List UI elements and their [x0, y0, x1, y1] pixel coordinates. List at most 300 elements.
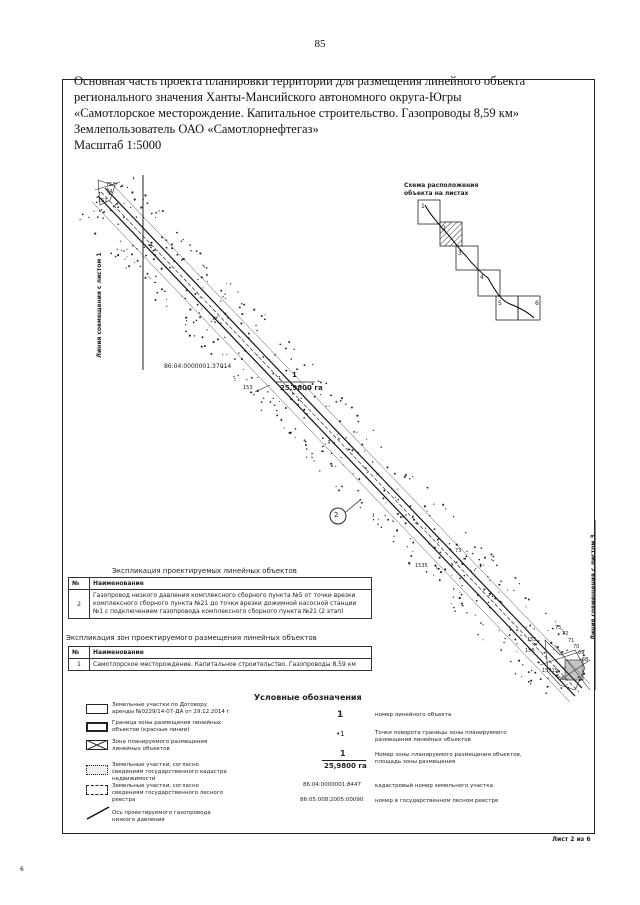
plot-point	[453, 516, 454, 517]
plot-point	[434, 528, 436, 530]
plot-point	[483, 565, 484, 566]
legend-symbol-cadastral: 86:04:0000001:8447	[303, 782, 362, 788]
plot-point	[166, 306, 167, 307]
plot-point	[427, 511, 428, 512]
plot-point	[185, 317, 187, 319]
plot-point	[519, 583, 520, 584]
plot-point	[480, 547, 482, 549]
plot-point	[516, 651, 517, 652]
corridor	[92, 184, 590, 702]
plot-point	[477, 634, 478, 635]
plot-point	[489, 607, 491, 609]
plot-point	[218, 321, 219, 322]
plot-point	[547, 630, 548, 631]
plot-point	[99, 210, 101, 212]
plot-point	[381, 526, 383, 528]
plot-point	[405, 522, 407, 524]
linear-objects-table	[68, 577, 372, 619]
plot-point	[325, 383, 327, 385]
plot-point	[197, 304, 199, 306]
plot-point	[272, 373, 274, 375]
header-line-3: «Самотлорское месторождение. Капитальное строительство. Газопроводы 8,59 км»	[74, 106, 519, 120]
plot-point	[345, 404, 346, 405]
plot-point	[248, 337, 250, 339]
plot-point	[465, 532, 466, 533]
plot-point	[442, 504, 444, 506]
plot-point	[331, 453, 333, 455]
plot-point	[203, 287, 204, 288]
plot-point	[151, 213, 153, 215]
plot-point	[211, 321, 212, 322]
plot-point	[311, 457, 312, 458]
plot-point	[340, 400, 342, 402]
plot-point	[131, 253, 133, 255]
plot-point	[82, 214, 84, 216]
plot-point	[560, 687, 562, 689]
legend-text-object-number: номер линейного объекта	[375, 712, 452, 718]
plot-point	[566, 649, 568, 651]
plot-point	[298, 404, 299, 405]
plot-point	[248, 333, 250, 335]
plot-point	[289, 432, 291, 434]
legend-text-zone: Зона планируемого размещения линейных объектов	[112, 739, 208, 752]
plot-point	[463, 575, 465, 577]
plot-point	[415, 522, 416, 523]
point-label: 73	[455, 548, 462, 554]
plot-point	[270, 401, 272, 403]
plot-point	[425, 527, 426, 528]
plot-point	[328, 442, 329, 443]
plot-point	[426, 571, 428, 573]
plot-point	[461, 585, 462, 586]
page-number: 85	[314, 38, 326, 50]
plot-point	[276, 410, 278, 412]
plot-point	[279, 401, 280, 402]
point-label: 72	[562, 631, 569, 637]
plot-point	[194, 293, 196, 295]
legend-fraction-bar	[322, 760, 366, 761]
plot-point	[436, 567, 437, 568]
plot-point	[394, 473, 396, 475]
plot-point	[348, 443, 350, 445]
header-line-1: Основная часть проекта планировки территории для размещения линейного объекта	[74, 74, 526, 88]
plot-point	[154, 254, 156, 256]
plot-point	[171, 247, 173, 249]
table1-cell-no: 2	[69, 590, 90, 619]
plot-point	[166, 239, 168, 241]
legend-text-turn-point: Точки поворота границы зоны планируемого размещения линейных объектов	[375, 730, 507, 743]
plot-point	[353, 431, 355, 433]
plot-point	[150, 278, 151, 279]
plot-point	[530, 683, 531, 684]
plot-point	[320, 394, 321, 395]
plot-point	[456, 561, 458, 563]
plot-point	[393, 490, 394, 491]
plot-point	[312, 420, 313, 421]
plot-point	[169, 267, 171, 269]
plot-point	[373, 516, 374, 517]
plot-point	[207, 281, 208, 282]
plot-point	[110, 253, 112, 255]
plot-point	[103, 211, 105, 213]
plot-point	[490, 553, 492, 555]
plot-point	[196, 250, 198, 252]
circle-marker-label: 2	[334, 511, 339, 519]
legend-swatch-zone	[86, 740, 108, 750]
plot-point	[115, 204, 116, 205]
legend-text-cadastral: кадастровый номер земельного участка	[375, 783, 493, 789]
plot-point	[437, 539, 439, 541]
plot-point	[459, 597, 461, 599]
plot-point	[217, 338, 219, 340]
plot-point	[328, 440, 330, 442]
plot-point	[461, 594, 463, 596]
plot-point	[115, 256, 117, 258]
plot-point	[439, 557, 441, 559]
plot-point	[314, 460, 315, 461]
legend-text-lease: Земельные участки по Договору аренды №0229/14-07-ДА от 29.12.2014 г	[112, 702, 230, 715]
plot-point	[360, 507, 361, 508]
plot-point	[372, 461, 373, 462]
plot-point	[305, 444, 307, 446]
legend-swatch-lease	[86, 704, 108, 714]
plot-point	[335, 401, 337, 403]
plot-point	[535, 643, 537, 645]
plot-point	[528, 671, 530, 673]
plot-point	[377, 524, 378, 525]
plot-point	[318, 380, 320, 382]
plot-point	[306, 457, 307, 458]
plot-point	[440, 571, 442, 573]
plot-point	[351, 449, 353, 451]
plot-point	[547, 677, 549, 679]
legend-swatch-cadastre	[86, 765, 108, 775]
plot-point	[279, 376, 280, 377]
plot-point	[306, 413, 307, 414]
plot-point	[545, 613, 546, 614]
plot-point	[483, 624, 484, 625]
table2-header-name: Наименование	[90, 647, 372, 659]
plot-point	[234, 378, 235, 379]
plot-point	[274, 354, 276, 356]
plot-point	[500, 649, 502, 651]
plot-point	[361, 502, 363, 504]
plot-point	[538, 640, 539, 641]
legend-symbol-object-number: 1	[337, 710, 344, 720]
plot-point	[133, 178, 134, 179]
plot-point	[117, 206, 119, 208]
plot-point	[526, 627, 527, 628]
plot-point	[118, 224, 120, 226]
plot-point	[516, 643, 517, 644]
plot-point	[461, 603, 463, 605]
plot-point	[475, 615, 476, 616]
plot-point	[330, 394, 332, 396]
plot-point	[204, 266, 205, 267]
table2-header-no: №	[69, 647, 90, 659]
plot-point	[202, 336, 204, 338]
end-cluster	[540, 640, 590, 690]
plot-point	[243, 304, 245, 306]
table2-cell-name: Самотлорское месторождение. Капитальное строительство. Газопроводы 8,59 км	[90, 659, 372, 671]
plot-point	[234, 380, 235, 381]
plot-point	[285, 347, 287, 349]
plot-point	[499, 630, 500, 631]
plot-point	[295, 437, 296, 438]
plot-point	[489, 580, 490, 581]
point-label: 153	[243, 385, 253, 391]
plot-point	[459, 577, 461, 579]
plot-point	[410, 505, 412, 507]
plot-point	[385, 515, 386, 516]
plot-point	[385, 502, 386, 503]
plot-point	[127, 187, 128, 188]
plot-point	[257, 377, 258, 378]
plot-point	[155, 282, 156, 283]
plot-point	[412, 476, 413, 477]
scheme-title-line-1: Схема расположения	[404, 182, 479, 189]
plot-point	[436, 568, 437, 569]
legend-text-forest-register: номер в государственном лесном реестре	[375, 798, 499, 804]
plot-point	[153, 258, 155, 260]
plot-point	[290, 398, 292, 400]
plot-point	[361, 444, 363, 446]
plot-point	[478, 559, 480, 561]
plot-point	[186, 320, 187, 321]
plot-point	[204, 345, 206, 347]
plot-point	[373, 430, 374, 431]
plot-point	[213, 318, 214, 319]
plot-point	[337, 434, 338, 435]
plot-point	[269, 359, 270, 360]
plot-point	[351, 406, 353, 408]
plot-point	[528, 599, 530, 601]
plot-point	[504, 638, 505, 639]
plot-point	[322, 450, 324, 452]
plot-point	[298, 399, 300, 401]
scheme-sheet-4: 4	[480, 274, 484, 281]
plot-point	[224, 294, 225, 295]
legend-symbol-forest-register: 86:05:008:2005:00090	[300, 797, 364, 803]
plot-point	[181, 259, 182, 260]
plot-point	[116, 203, 118, 205]
plot-point	[400, 516, 402, 518]
plot-point	[306, 448, 308, 450]
plot-point	[498, 592, 499, 593]
plot-point	[453, 607, 455, 609]
plot-point	[341, 397, 343, 399]
plot-point	[117, 249, 118, 250]
plot-point	[558, 671, 560, 673]
plot-point	[189, 244, 191, 246]
plot-point	[329, 406, 330, 407]
plot-point	[424, 505, 426, 507]
plot-point	[230, 283, 231, 284]
plot-point	[338, 438, 340, 440]
plot-point	[438, 542, 439, 543]
plot-point	[410, 538, 411, 539]
plot-point	[462, 605, 464, 607]
plot-point	[288, 341, 290, 343]
plot-point	[480, 564, 482, 566]
plot-point	[439, 552, 441, 554]
plot-point	[210, 353, 212, 355]
plot-point	[234, 358, 236, 360]
plot-point	[353, 449, 354, 450]
point-label: 1535	[415, 563, 428, 569]
plot-point	[267, 391, 268, 392]
plot-point	[429, 515, 431, 517]
plot-point	[476, 600, 478, 602]
plot-point	[341, 486, 343, 488]
legend-swatch-red-lines	[86, 722, 108, 732]
legend-title: Условные обозначения	[254, 693, 362, 702]
plot-point	[162, 210, 164, 212]
plot-point	[380, 446, 382, 448]
plot-point	[293, 349, 294, 350]
plot-point	[433, 575, 434, 576]
plot-point	[439, 579, 441, 581]
plot-point	[515, 673, 516, 674]
plot-point	[241, 358, 243, 360]
point-label: 753	[106, 182, 116, 188]
plot-point	[338, 489, 340, 491]
scheme-sheet-1: 1	[421, 203, 425, 210]
plot-point	[142, 216, 144, 218]
plot-point	[148, 244, 150, 246]
plot-point	[193, 322, 195, 324]
plot-point	[251, 377, 253, 379]
plot-point	[246, 379, 247, 380]
cadastral-number-label: 86:04:0000001:37014	[164, 363, 232, 370]
legend-text-axis: Ось проектируемого газопровода низкого давления	[112, 810, 211, 823]
point-label: 66	[558, 676, 565, 682]
plot-point	[222, 296, 223, 297]
plot-point	[357, 421, 359, 423]
plot-point	[561, 651, 563, 653]
plot-point	[265, 314, 266, 315]
corner-mark: 6	[20, 866, 24, 873]
plot-point	[466, 551, 467, 552]
leader-line	[255, 385, 270, 392]
plot-point	[547, 686, 549, 688]
plot-point	[410, 555, 412, 557]
plot-point	[533, 628, 534, 629]
plot-point	[79, 219, 80, 220]
plot-point	[449, 543, 450, 544]
plot-point	[358, 452, 359, 453]
plot-point	[525, 597, 527, 599]
plot-point	[124, 203, 125, 204]
plot-point	[147, 273, 149, 275]
plot-point	[126, 249, 127, 250]
plot-point	[201, 308, 202, 309]
plot-point	[444, 568, 446, 570]
plot-point	[445, 508, 446, 509]
plot-point	[493, 556, 495, 558]
plot-point	[197, 279, 198, 280]
plot-point	[120, 186, 122, 188]
plot-point	[503, 642, 504, 643]
plot-point	[378, 519, 379, 520]
point-label: 156	[525, 648, 535, 654]
plot-point	[121, 185, 123, 187]
plot-point	[262, 356, 264, 358]
plot-point	[492, 560, 493, 561]
plot-point	[273, 398, 274, 399]
plot-point	[161, 268, 163, 270]
plot-point	[261, 315, 263, 317]
plot-point	[185, 331, 187, 333]
plot-point	[256, 330, 257, 331]
plot-point	[323, 446, 324, 447]
plot-point	[472, 553, 474, 555]
plot-point	[521, 676, 522, 677]
plot-point	[161, 288, 163, 290]
plot-point	[126, 267, 127, 268]
plot-point	[144, 277, 146, 279]
plot-point	[190, 250, 192, 252]
plot-point	[181, 296, 182, 297]
plot-point	[183, 239, 184, 240]
header-line-2: регионального значения Ханты-Мансийского автономного округа-Югры	[74, 90, 462, 104]
plot-point	[364, 451, 365, 452]
plot-point	[240, 322, 242, 324]
plot-point	[396, 529, 398, 531]
plot-point	[279, 378, 280, 379]
plot-point	[301, 398, 302, 399]
plot-point	[253, 309, 255, 311]
scheme-sheet-5: 5	[498, 300, 502, 307]
plot-point	[206, 267, 208, 269]
plot-point	[521, 635, 522, 636]
plot-point	[409, 478, 411, 480]
point-label: 74	[106, 189, 113, 195]
plot-point	[93, 211, 94, 212]
plot-point	[213, 341, 215, 343]
plot-point	[207, 329, 208, 330]
plot-point	[515, 577, 517, 579]
plot-point	[295, 428, 297, 430]
table1-cell-name: Газопровод низкого давления комплексного сборного пункта №5 от точки врезки комплексного сборного пункта №21 до точки врезки дожимной насосной станции №1 с подключением газопровода комплексного сборного пункта №21 (2 этап)	[90, 590, 372, 619]
area-label: 25,9800 га	[280, 384, 323, 392]
plot-point	[143, 257, 144, 258]
header-line-4: Землепользователь ОАО «Самотлорнефтегаз»	[74, 122, 319, 136]
plot-point	[483, 639, 484, 640]
plot-point	[189, 335, 191, 337]
plot-point	[120, 241, 121, 242]
plot-point	[140, 206, 142, 208]
plot-point	[140, 266, 141, 267]
plot-point	[459, 592, 460, 593]
table2-title: Экспликация зон проектируемого размещения линейных объектов	[66, 634, 317, 642]
plot-point	[518, 660, 520, 662]
plot-point	[498, 584, 500, 586]
plot-point	[136, 216, 137, 217]
plot-point	[453, 596, 454, 597]
plot-point	[304, 364, 306, 366]
plot-point	[255, 325, 256, 326]
plot-point	[413, 519, 415, 521]
plot-point	[461, 563, 463, 565]
legend-text-red-lines: Граница зоны размещения линейных объектов (красные линии)	[112, 720, 222, 733]
plot-point	[253, 394, 255, 396]
plot-point	[330, 463, 332, 465]
plot-point	[365, 467, 367, 469]
plot-point	[206, 274, 208, 276]
plot-point	[176, 254, 178, 256]
plot-point	[161, 236, 163, 238]
